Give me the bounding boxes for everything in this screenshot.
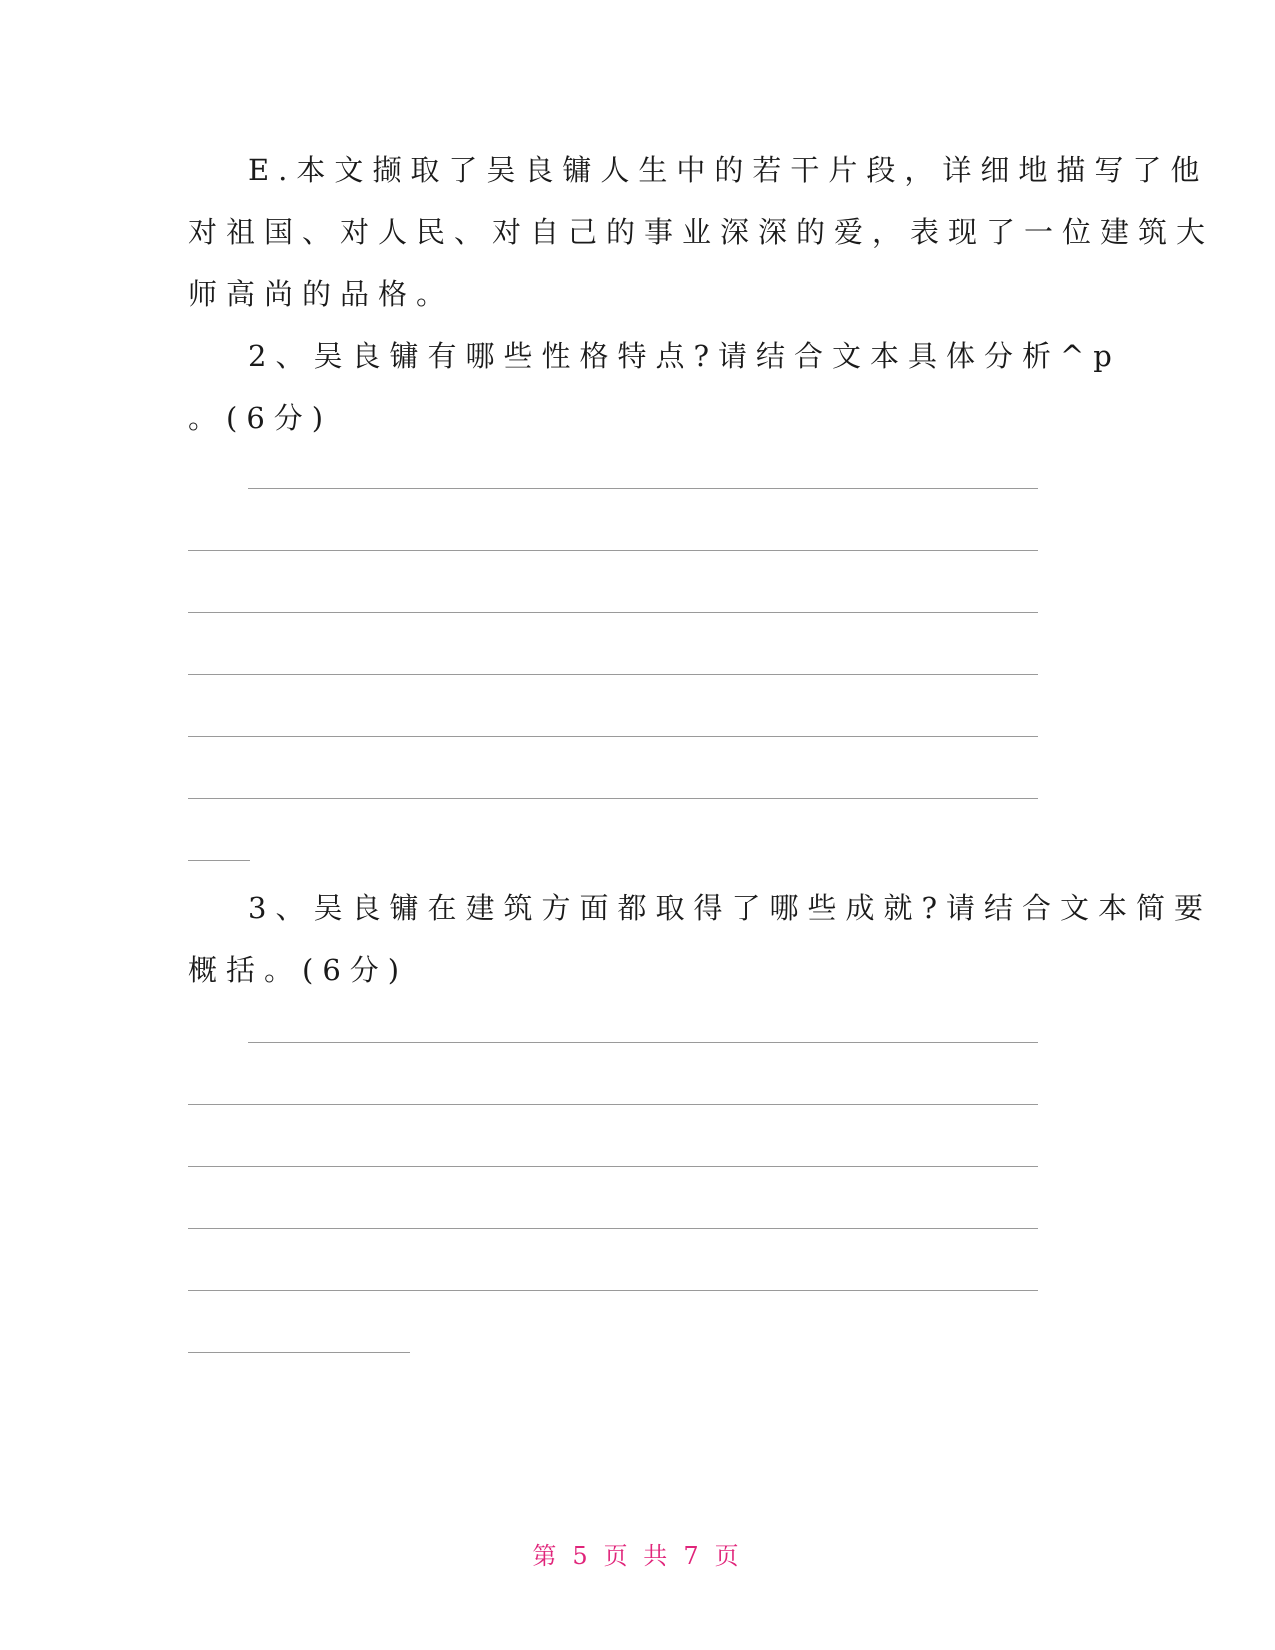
footer-prefix: 第 [532,1542,561,1570]
answer-line [188,550,1038,551]
answer-line [188,1290,1038,1291]
answer-line [188,1352,410,1353]
answer-line [188,1166,1038,1167]
answer-line [188,736,1038,737]
footer-current-page: 5 [572,1542,592,1570]
option-e-line-1: E.本文撷取了吴良镛人生中的若干片段，详细地描写了他 [248,153,1209,187]
answer-line [188,860,250,861]
answer-line [188,612,1038,613]
answer-line [188,798,1038,799]
answer-line [188,1228,1038,1229]
option-e-line-3: 师高尚的品格。 [188,277,455,311]
footer-suffix: 页 [714,1542,743,1570]
answer-line [248,1042,1038,1043]
answer-line [188,1104,1038,1105]
footer-total-pages: 7 [683,1542,703,1570]
question-3-line-1: 3、吴良镛在建筑方面都取得了哪些成就?请结合文本简要 [248,891,1212,925]
question-3-line-2: 概括。(6分) [188,953,409,987]
footer-mid: 页 共 [603,1542,672,1570]
question-2-line-2: 。(6分) [188,401,333,435]
answer-line [188,674,1038,675]
page-footer [0,1536,1275,1571]
answer-line [248,488,1038,489]
option-e-line-2: 对祖国、对人民、对自己的事业深深的爱，表现了一位建筑大 [188,215,1215,249]
question-2-line-1: 2、吴良镛有哪些性格特点?请结合文本具体分析^p [248,339,1121,373]
